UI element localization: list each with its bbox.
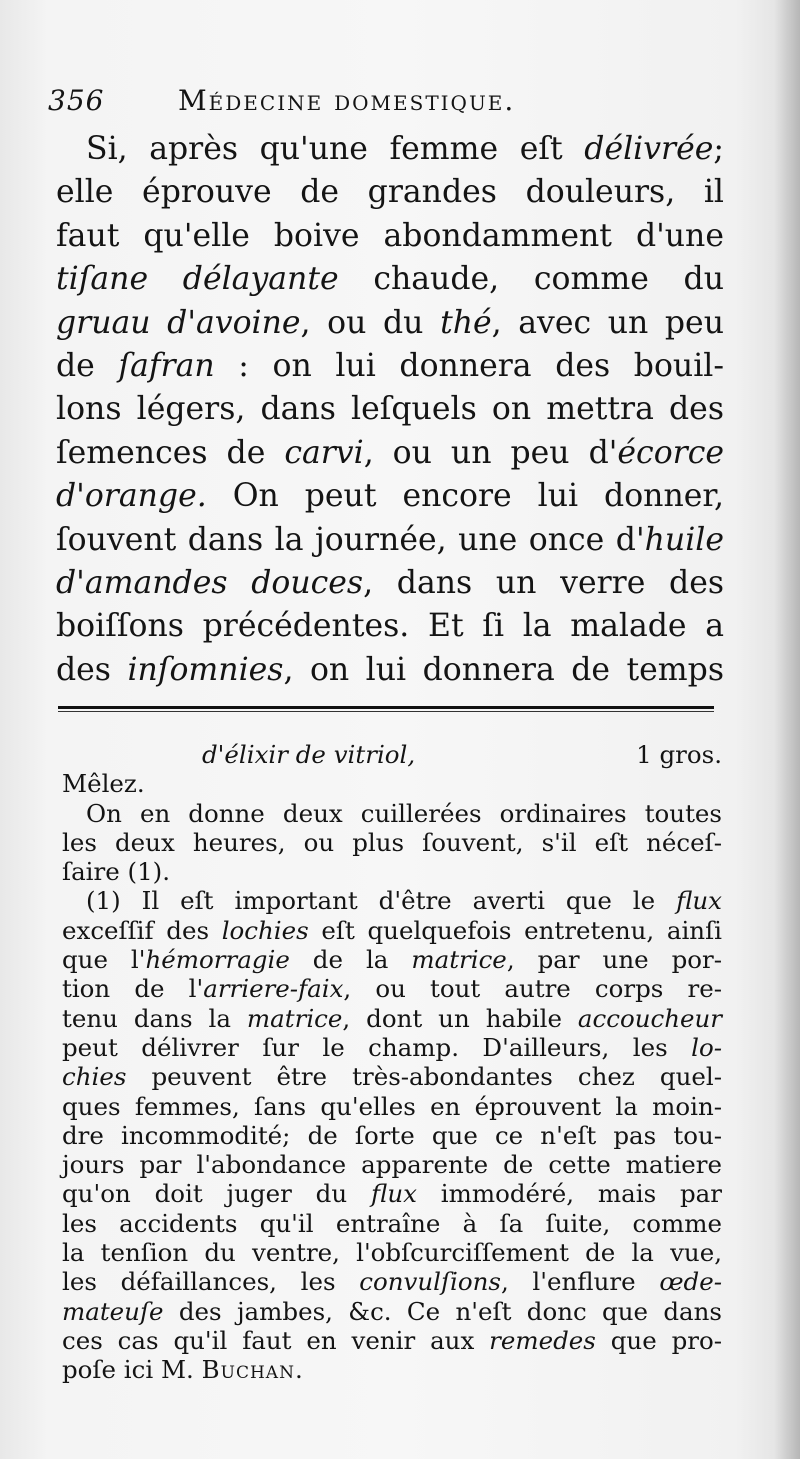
note-line (62, 1326, 722, 1355)
italic-text: lo- (691, 1032, 722, 1062)
italic-text: flux (371, 1179, 417, 1209)
italic-text: délivrée (584, 131, 714, 167)
italic-text: tiſane délayante (56, 261, 339, 298)
notes-block (62, 740, 722, 1385)
italic-text: d'orange. (56, 478, 207, 515)
text-segment: tenu dans la (62, 1003, 247, 1033)
text-segment: faut qu'elle boive abondamment d'une (56, 217, 724, 254)
text-line (56, 605, 724, 648)
text-line (56, 302, 724, 345)
text-segment: poſe ici M. (62, 1355, 202, 1385)
note-line (62, 857, 722, 886)
text-segment: dre incommodité; de ſorte que ce n'eſt pas tou- (62, 1120, 722, 1150)
note-line (62, 886, 722, 915)
note-line (62, 1179, 722, 1208)
text-segment: jours par l'abondance apparente de cette matiere (62, 1150, 722, 1180)
prescription-quantity: 1 gros. (636, 740, 722, 769)
text-segment: : on lui donnera des bouil- (214, 347, 724, 384)
text-segment: , on lui donnera de temps (283, 651, 724, 688)
text-line (56, 215, 724, 258)
italic-text: remedes (489, 1325, 596, 1355)
text-segment: que pro- (595, 1325, 722, 1355)
italic-text: inſomnies (127, 651, 284, 688)
text-segment: ces cas qu'il faut en venir aux (62, 1325, 490, 1355)
text-segment: boiſſons précédentes. Et ſi la malade a (56, 608, 724, 645)
note-line (62, 1150, 722, 1179)
text-segment: des jambes, &c. Ce n'eſt donc que dans (163, 1296, 722, 1326)
text-segment: les accidents qu'il entraîne à ſa ſuite, comme (62, 1208, 722, 1238)
notes-lines (62, 769, 722, 1384)
text-segment: , ou un peu d' (363, 434, 618, 471)
text-segment: , ou du (300, 304, 441, 341)
text-segment: , par une por- (506, 945, 722, 975)
text-segment: , avec un peu (491, 304, 724, 341)
italic-text: convulſions (359, 1267, 501, 1297)
italic-text: matrice (246, 1003, 343, 1033)
text-segment: ſouvent dans la journée, une once d' (56, 521, 645, 558)
small-caps-text: Buchan. (201, 1355, 304, 1385)
text-segment: eſt quelquefois entretenu, ainſi (308, 915, 722, 945)
italic-text: écorce (617, 434, 724, 471)
text-segment: de la (289, 945, 412, 975)
note-line (62, 1092, 722, 1121)
italic-text: hémorragie (145, 945, 290, 975)
text-line (56, 388, 724, 431)
note-line (62, 945, 722, 974)
text-segment: Si, après qu'une femme eſt (86, 131, 585, 167)
italic-text: chies (62, 1062, 127, 1092)
italic-text: carvi (284, 434, 364, 471)
text-segment: On en donne deux cuillerées ordinaires toutes (86, 798, 722, 828)
text-segment: ſaire (1). (62, 857, 171, 887)
page-header (48, 84, 728, 128)
text-line (56, 649, 724, 692)
text-segment: , dont un habile (342, 1003, 578, 1033)
text-segment: peuvent être très-abondantes chez quel- (126, 1062, 722, 1092)
text-segment: , l'enflure (500, 1267, 660, 1297)
italic-text: matrice (411, 945, 507, 975)
text-line (56, 128, 724, 171)
text-segment: tion de l' (62, 974, 204, 1004)
italic-text: mateuſe (62, 1296, 164, 1326)
text-segment: (1) Il eſt important d'être averti que le (86, 886, 677, 916)
text-line (56, 432, 724, 475)
note-line (62, 916, 722, 945)
italic-text: thé (440, 304, 492, 341)
note-line (62, 769, 722, 798)
note-line (62, 1238, 722, 1267)
text-segment: On peut encore lui donner, (206, 478, 724, 515)
text-line (56, 519, 724, 562)
text-segment: des (56, 651, 128, 688)
italic-text: œde- (659, 1267, 722, 1297)
text-segment: peut délivrer ſur le champ. D'ailleurs, les (62, 1032, 692, 1062)
italic-text: huile (644, 521, 724, 558)
page-number: 356 (48, 84, 105, 117)
note-line (62, 974, 722, 1003)
text-line (56, 562, 724, 605)
text-segment: les deux heures, ou plus ſouvent, s'il eſt néceſ- (62, 827, 722, 857)
note-line (62, 1355, 722, 1384)
prescription-line (62, 740, 722, 769)
text-line (56, 171, 724, 214)
running-title: Médecine domestique. (178, 84, 516, 117)
note-line (62, 1004, 722, 1033)
text-segment: de (56, 347, 119, 384)
italic-text: d'amandes douces (56, 564, 364, 601)
text-segment: ; (713, 131, 724, 167)
text-line (56, 345, 724, 388)
note-line (62, 1267, 722, 1296)
text-line (56, 475, 724, 518)
note-line (62, 1209, 722, 1238)
italic-text: arriere-faix (203, 974, 344, 1004)
main-text-block (56, 128, 724, 692)
note-line (62, 828, 722, 857)
text-segment: exceſſif des (62, 915, 222, 945)
text-segment: , ou tout autre corps re- (343, 974, 722, 1004)
italic-text: ſafran (118, 347, 215, 384)
text-segment: la tenſion du ventre, l'obſcurciſſement de la vue, (62, 1238, 722, 1268)
prescription-ingredient: d'élixir de vitriol, (202, 740, 416, 769)
text-segment: Mêlez. (62, 769, 145, 799)
text-segment: que l' (62, 945, 146, 975)
note-line (62, 1033, 722, 1062)
footnote-separator-rule (58, 706, 714, 712)
italic-text: gruau d'avoine (56, 304, 301, 341)
note-line (62, 799, 722, 828)
text-line (56, 258, 724, 301)
text-segment: chaude, comme du (338, 261, 725, 298)
text-segment: les défaillances, les (62, 1267, 360, 1297)
italic-text: lochies (221, 915, 309, 945)
text-segment: qu'on doit juger du (62, 1179, 372, 1209)
text-segment: , dans un verre des (363, 564, 725, 601)
text-segment: immodéré, mais par (416, 1179, 723, 1209)
note-line (62, 1121, 722, 1150)
note-line (62, 1297, 722, 1326)
text-segment: elle éprouve de grandes douleurs, il (56, 174, 724, 211)
text-segment: ſemences de (56, 434, 285, 471)
text-segment: lons légers, dans leſquels on mettra des (56, 391, 724, 428)
note-line (62, 1062, 722, 1091)
italic-text: accoucheur (577, 1003, 722, 1033)
text-segment: ques femmes, ſans qu'elles en éprouvent la moin- (62, 1091, 722, 1121)
italic-text: flux (676, 886, 722, 916)
